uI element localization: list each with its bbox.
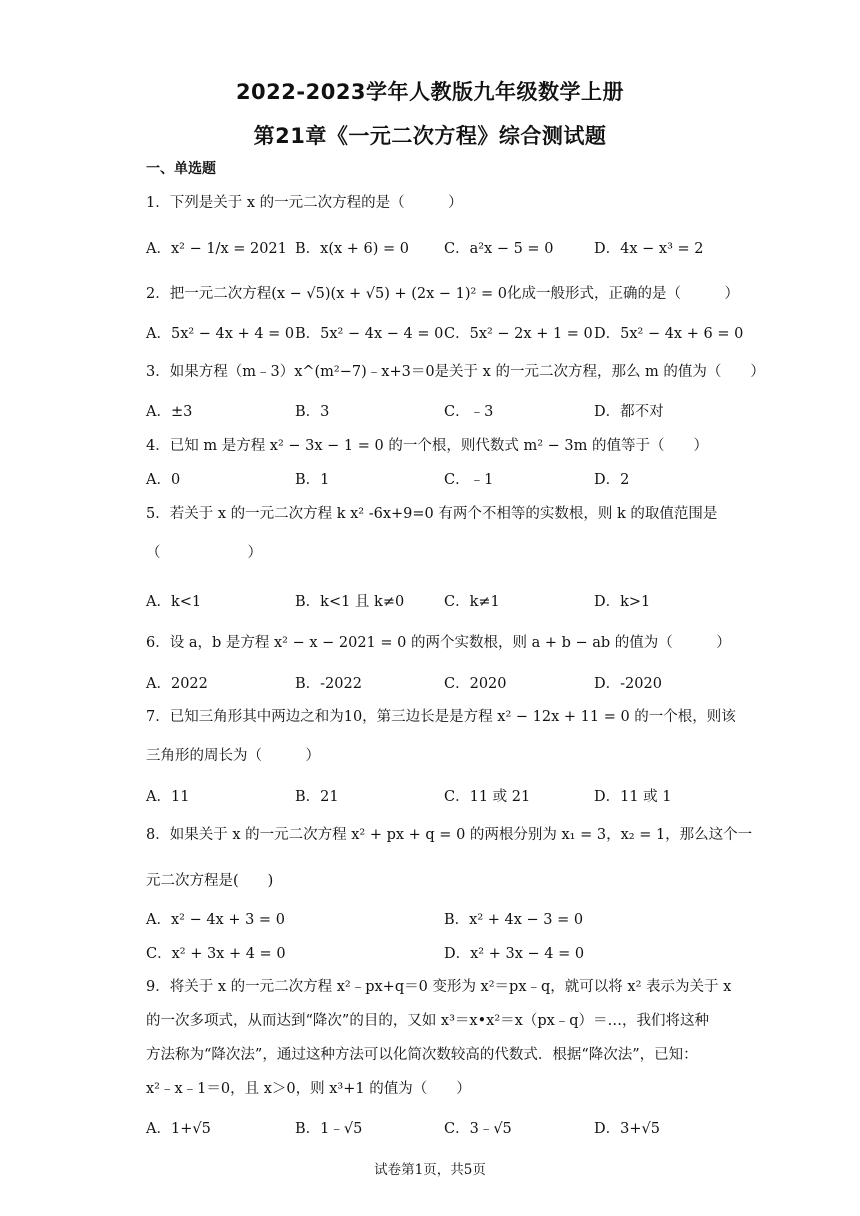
- question-9-stem-line2: 的一次多项式，从而达到“降次”的目的，又如 x³＝x•x²＝x（px﹣q）＝…，我们将这种: [146, 1013, 710, 1029]
- question-8-option-c: C．x² + 3x + 4 = 0: [146, 946, 286, 962]
- question-4-option-d: D．2: [594, 472, 630, 488]
- question-9-option-c: C．3﹣√5: [444, 1121, 512, 1137]
- question-7-stem-line2: 三角形的周长为（ ）: [146, 748, 320, 764]
- question-9-stem-line3: 方法称为“降次法”，通过这种方法可以化简次数较高的代数式．根据“降次法”，已知：: [146, 1047, 698, 1063]
- question-5-stem-line1: 5．若关于 x 的一元二次方程 k x² -6x+9=0 有两个不相等的实数根，则 k 的取值范围是: [146, 506, 718, 522]
- question-1-option-c: C．a²x − 5 = 0: [444, 241, 554, 257]
- question-5-stem-line2: （ ）: [146, 545, 262, 561]
- question-4-option-a: A．0: [146, 472, 181, 488]
- question-1-option-a: A．x² − 1/x = 2021: [146, 241, 287, 257]
- page-footer: 试卷第1页，共5页: [374, 1162, 486, 1178]
- document-title-line2: 第21章《一元二次方程》综合测试题: [253, 124, 607, 148]
- question-4-option-b: B．1: [295, 472, 330, 488]
- question-8-option-a: A．x² − 4x + 3 = 0: [146, 912, 285, 928]
- question-2-stem: 2．把一元二次方程(x − √5)(x + √5) + (2x − 1)² = 0化成一般形式，正确的是（ ）: [146, 286, 739, 302]
- question-7-option-d: D．11 或 1: [594, 789, 672, 805]
- question-3-option-c: C．﹣3: [444, 404, 494, 420]
- question-8-option-b: B．x² + 4x − 3 = 0: [444, 912, 584, 928]
- question-7-option-b: B．21: [295, 789, 339, 805]
- question-6-option-d: D．-2020: [594, 676, 662, 692]
- document-title-line1: 2022-2023学年人教版九年级数学上册: [235, 80, 625, 104]
- question-2-option-d: D．5x² − 4x + 6 = 0: [594, 326, 744, 342]
- question-7-stem-line1: 7．已知三角形其中两边之和为10，第三边长是是方程 x² − 12x + 11 = 0 的一个根，则该: [146, 709, 736, 725]
- question-8-option-d: D．x² + 3x − 4 = 0: [444, 946, 585, 962]
- question-9-option-b: B．1﹣√5: [295, 1121, 363, 1137]
- question-9-option-d: D．3+√5: [594, 1121, 660, 1137]
- question-7-option-a: A．11: [146, 789, 190, 805]
- question-3-stem: 3．如果方程（m﹣3）x^(m²−7)﹣x+3＝0是关于 x 的一元二次方程，那么 m 的值为（ ）: [146, 364, 765, 380]
- question-2-option-b: B．5x² − 4x − 4 = 0: [295, 326, 444, 342]
- question-8-stem-line1: 8．如果关于 x 的一元二次方程 x² + px + q = 0 的两根分别为 x₁ = 3，x₂ = 1，那么这个一: [146, 827, 753, 843]
- question-5-option-c: C．k≠1: [444, 594, 500, 610]
- question-6-option-c: C．2020: [444, 676, 507, 692]
- question-9-stem-line1: 9．将关于 x 的一元二次方程 x²﹣px+q＝0 变形为 x²＝px﹣q，就可以将 x² 表示为关于 x: [146, 979, 732, 995]
- question-3-option-b: B．3: [295, 404, 330, 420]
- question-6-stem: 6．设 a，b 是方程 x² − x − 2021 = 0 的两个实数根，则 a + b − ab 的值为（ ）: [146, 635, 731, 651]
- question-9-stem-line4: x²﹣x﹣1＝0，且 x＞0，则 x³+1 的值为（ ）: [146, 1081, 471, 1097]
- question-1-option-b: B．x(x + 6) = 0: [295, 241, 410, 257]
- question-3-option-a: A．±3: [146, 404, 193, 420]
- question-3-option-d: D．都不对: [594, 404, 664, 420]
- question-2-option-a: A．5x² − 4x + 4 = 0: [146, 326, 295, 342]
- question-9-option-a: A．1+√5: [146, 1121, 211, 1137]
- question-4-stem: 4．已知 m 是方程 x² − 3x − 1 = 0 的一个根，则代数式 m² − 3m 的值等于（ ）: [146, 438, 708, 454]
- question-6-option-a: A．2022: [146, 676, 208, 692]
- question-5-option-a: A．k<1: [146, 594, 202, 610]
- question-1-option-d: D．4x − x³ = 2: [594, 241, 704, 257]
- question-7-option-c: C．11 或 21: [444, 789, 531, 805]
- question-5-option-d: D．k>1: [594, 594, 651, 610]
- question-4-option-c: C．﹣1: [444, 472, 494, 488]
- question-6-option-b: B．-2022: [295, 676, 362, 692]
- question-1-stem: 1．下列是关于 x 的一元二次方程的是（ ）: [146, 195, 463, 211]
- section-heading: 一、单选题: [146, 161, 216, 177]
- question-2-option-c: C．5x² − 2x + 1 = 0: [444, 326, 593, 342]
- question-8-stem-line2: 元二次方程是( ): [146, 873, 274, 889]
- question-5-option-b: B．k<1 且 k≠0: [295, 594, 405, 610]
